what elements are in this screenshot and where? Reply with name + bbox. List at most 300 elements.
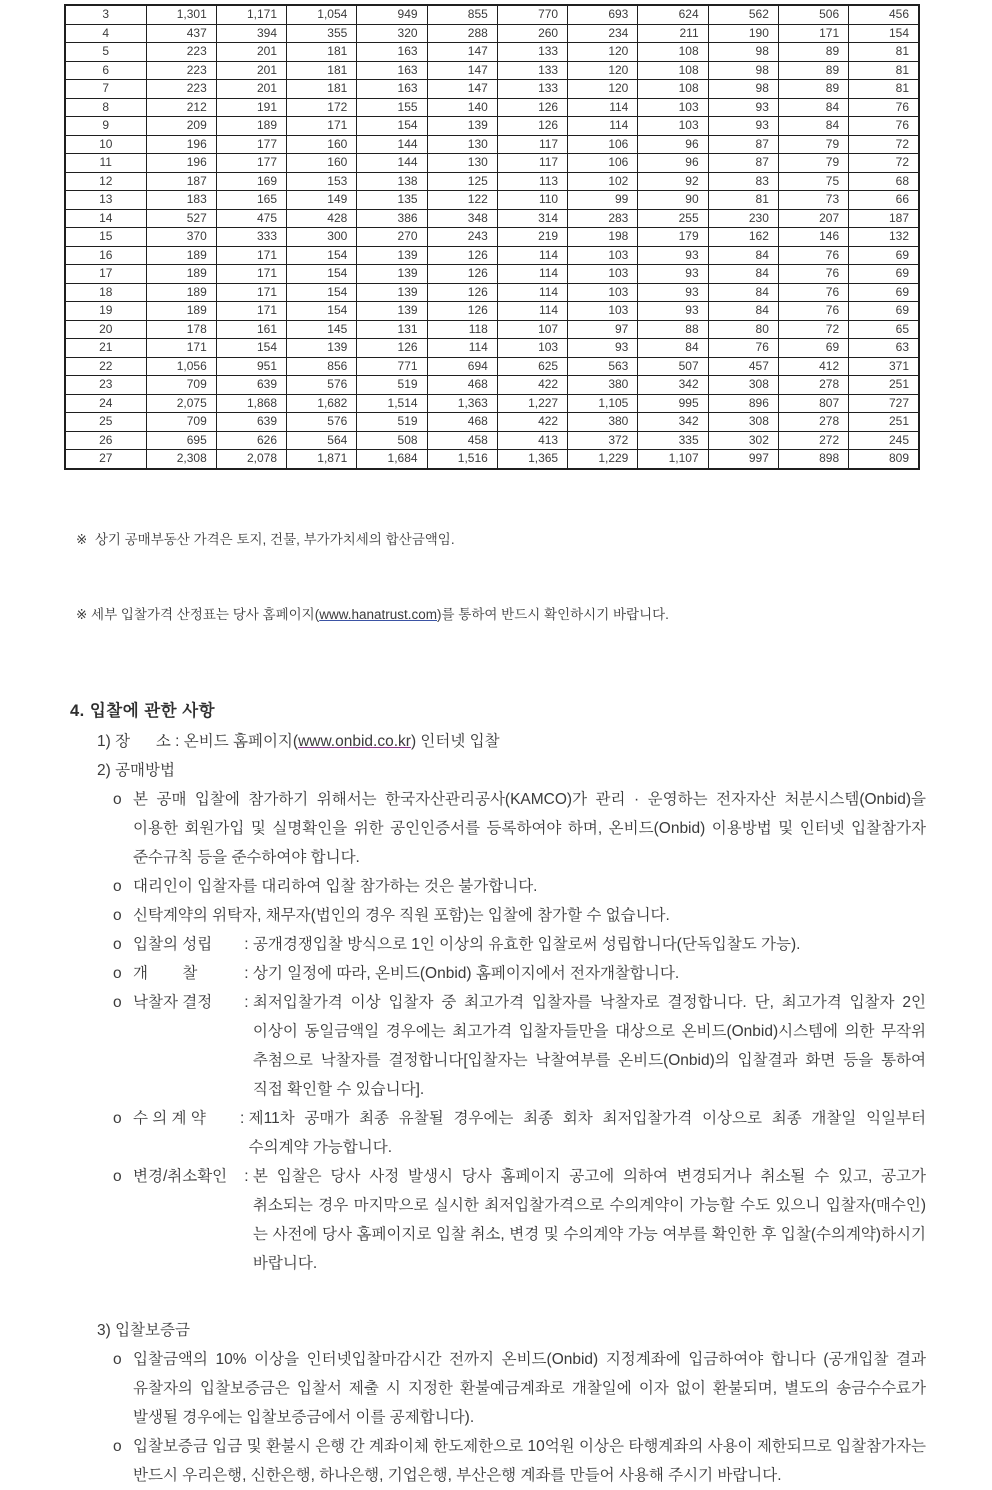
list-item <box>113 1345 926 1432</box>
price-cell: 177 <box>216 135 286 154</box>
price-cell: 133 <box>497 43 567 62</box>
price-cell: 144 <box>357 135 427 154</box>
price-cell: 163 <box>357 61 427 80</box>
price-cell: 89 <box>778 43 848 62</box>
price-cell: 1,107 <box>638 450 708 469</box>
row-number-cell: 23 <box>65 376 146 395</box>
price-cell: 163 <box>357 80 427 99</box>
price-cell: 413 <box>497 431 567 450</box>
table-row <box>65 265 919 284</box>
price-cell: 245 <box>849 431 919 450</box>
price-cell: 147 <box>427 61 497 80</box>
price-cell: 2,075 <box>146 394 216 413</box>
table-row <box>65 172 919 191</box>
price-cell: 380 <box>568 413 638 432</box>
hanatrust-link[interactable]: www.hanatrust.com <box>319 606 438 622</box>
price-cell: 212 <box>146 98 216 117</box>
bullet-text: 제11차 공매가 최종 유찰될 경우에는 최종 회차 최저입찰가격 이상으로 최종 개찰일 익일부터 수의계약 가능합니다. <box>248 1109 926 1156</box>
price-cell: 93 <box>568 339 638 358</box>
price-cell: 154 <box>849 24 919 43</box>
list-item <box>113 988 926 1104</box>
price-cell: 87 <box>708 154 778 173</box>
row-number-cell: 13 <box>65 191 146 210</box>
price-cell: 1,054 <box>287 5 357 24</box>
price-cell: 76 <box>778 302 848 321</box>
price-cell: 207 <box>778 209 848 228</box>
price-cell: 995 <box>638 394 708 413</box>
price-cell: 98 <box>708 43 778 62</box>
table-row <box>65 339 919 358</box>
row-number-cell: 11 <box>65 154 146 173</box>
row-number-cell: 7 <box>65 80 146 99</box>
table-row <box>65 283 919 302</box>
bullet-marker-icon: o <box>113 906 122 924</box>
price-cell: 76 <box>778 265 848 284</box>
row-number-cell: 10 <box>65 135 146 154</box>
price-cell: 126 <box>427 246 497 265</box>
price-cell: 308 <box>708 413 778 432</box>
price-cell: 230 <box>708 209 778 228</box>
price-cell: 171 <box>146 339 216 358</box>
price-cell: 106 <box>568 154 638 173</box>
price-cell: 1,229 <box>568 450 638 469</box>
price-cell: 135 <box>357 191 427 210</box>
price-cell: 1,105 <box>568 394 638 413</box>
price-cell: 93 <box>708 98 778 117</box>
price-cell: 106 <box>568 135 638 154</box>
bullet-marker-icon: o <box>113 993 122 1011</box>
price-cell: 139 <box>357 265 427 284</box>
price-cell: 83 <box>708 172 778 191</box>
price-cell: 187 <box>146 172 216 191</box>
price-cell: 2,308 <box>146 450 216 469</box>
price-cell: 76 <box>708 339 778 358</box>
price-cell: 149 <box>287 191 357 210</box>
price-cell: 624 <box>638 5 708 24</box>
price-cell: 468 <box>427 376 497 395</box>
price-cell: 160 <box>287 135 357 154</box>
onbid-link[interactable]: www.onbid.co.kr <box>298 732 411 750</box>
price-cell: 198 <box>568 228 638 247</box>
bullet-text: 입찰보증금 입금 및 환불시 은행 간 계좌이체 한도제한으로 10억원 이상은 타행계좌의 사용이 제한되므로 입찰참가자는 반드시 우리은행, 신한은행, 하나은행, 기업은행, 부산은행 계좌를 만들어 사용해 주시기 바랍니다. <box>133 1437 926 1484</box>
row-number-cell: 18 <box>65 283 146 302</box>
bullet-label: 개 찰 <box>133 964 198 982</box>
price-cell: 437 <box>146 24 216 43</box>
price-cell: 126 <box>427 302 497 321</box>
price-cell: 1,871 <box>287 450 357 469</box>
price-cell: 169 <box>216 172 286 191</box>
price-cell: 114 <box>497 302 567 321</box>
bullet-text: 본 공매 입찰에 참가하기 위해서는 한국자산관리공사(KAMCO)가 관리 · 운영하는 전자자산 처분시스템(Onbid)을 이용한 회원가입 및 실명확인을 위한 공인인증서를 등록하여야 하며, 온비드(Onbid) 이용방법 및 인터넷 입찰참가자 준수규칙 등을 준수하여야 합니다. <box>133 790 926 866</box>
price-cell: 103 <box>568 302 638 321</box>
price-cell: 126 <box>357 339 427 358</box>
price-cell: 179 <box>638 228 708 247</box>
item-bid-deposit: 3) 입찰보증금 <box>97 1321 190 1339</box>
price-cell: 251 <box>849 376 919 395</box>
price-cell: 96 <box>638 154 708 173</box>
price-cell: 255 <box>638 209 708 228</box>
price-cell: 278 <box>778 376 848 395</box>
price-cell: 122 <box>427 191 497 210</box>
section-bidding-info <box>64 697 926 1490</box>
price-cell: 422 <box>497 413 567 432</box>
price-cell: 103 <box>638 117 708 136</box>
table-row <box>65 394 919 413</box>
row-number-cell: 4 <box>65 24 146 43</box>
price-cell: 126 <box>427 283 497 302</box>
item-sale-method: 2) 공매방법 <box>97 761 175 779</box>
price-cell: 278 <box>778 413 848 432</box>
price-cell: 84 <box>708 265 778 284</box>
bullet-colon: : <box>240 1167 253 1185</box>
price-cell: 145 <box>287 320 357 339</box>
price-cell: 1,514 <box>357 394 427 413</box>
price-cell: 1,682 <box>287 394 357 413</box>
price-cell: 114 <box>568 98 638 117</box>
price-cell: 160 <box>287 154 357 173</box>
price-cell: 93 <box>708 117 778 136</box>
item-place <box>97 727 926 756</box>
price-cell: 99 <box>568 191 638 210</box>
price-cell: 81 <box>849 43 919 62</box>
row-number-cell: 26 <box>65 431 146 450</box>
price-cell: 190 <box>708 24 778 43</box>
price-cell: 807 <box>778 394 848 413</box>
price-cell: 639 <box>216 376 286 395</box>
price-cell: 191 <box>216 98 286 117</box>
price-cell: 506 <box>778 5 848 24</box>
table-row <box>65 5 919 24</box>
price-cell: 139 <box>357 283 427 302</box>
table-row <box>65 43 919 62</box>
price-cell: 625 <box>497 357 567 376</box>
table-notes <box>76 477 926 677</box>
table-row <box>65 191 919 210</box>
table-row <box>65 135 919 154</box>
price-cell: 181 <box>287 61 357 80</box>
price-cell: 154 <box>287 283 357 302</box>
table-row <box>65 61 919 80</box>
price-cell: 76 <box>778 246 848 265</box>
price-cell: 223 <box>146 61 216 80</box>
table-row <box>65 228 919 247</box>
row-number-cell: 24 <box>65 394 146 413</box>
item-place-pre: 1) 장 소 : 온비드 홈페이지( <box>97 732 299 750</box>
price-cell: 171 <box>287 117 357 136</box>
price-cell: 73 <box>778 191 848 210</box>
price-cell: 1,868 <box>216 394 286 413</box>
price-cell: 639 <box>216 413 286 432</box>
price-cell: 809 <box>849 450 919 469</box>
price-cell: 348 <box>427 209 497 228</box>
row-number-cell: 6 <box>65 61 146 80</box>
price-cell: 84 <box>778 98 848 117</box>
list-item <box>113 1432 926 1490</box>
price-cell: 88 <box>638 320 708 339</box>
price-cell: 93 <box>638 246 708 265</box>
price-cell: 133 <box>497 80 567 99</box>
price-cell: 75 <box>778 172 848 191</box>
bullet-text: 대리인이 입찰자를 대리하여 입찰 참가하는 것은 불가합니다. <box>133 877 538 895</box>
price-cell: 527 <box>146 209 216 228</box>
price-cell: 165 <box>216 191 286 210</box>
table-row <box>65 376 919 395</box>
price-cell: 709 <box>146 413 216 432</box>
price-cell: 422 <box>497 376 567 395</box>
price-cell: 171 <box>216 283 286 302</box>
price-cell: 68 <box>849 172 919 191</box>
price-cell: 154 <box>357 117 427 136</box>
price-cell: 302 <box>708 431 778 450</box>
note-price-sum: ※ 상기 공매부동산 가격은 토지, 건물, 부가가치세의 합산금액임. <box>76 531 455 547</box>
price-cell: 139 <box>287 339 357 358</box>
price-cell: 1,056 <box>146 357 216 376</box>
price-cell: 380 <box>568 376 638 395</box>
price-cell: 771 <box>357 357 427 376</box>
price-cell: 189 <box>146 265 216 284</box>
row-number-cell: 5 <box>65 43 146 62</box>
price-cell: 335 <box>638 431 708 450</box>
price-cell: 211 <box>638 24 708 43</box>
price-cell: 709 <box>146 376 216 395</box>
price-cell: 187 <box>849 209 919 228</box>
price-cell: 223 <box>146 43 216 62</box>
price-cell: 154 <box>287 302 357 321</box>
row-number-cell: 21 <box>65 339 146 358</box>
price-cell: 456 <box>849 5 919 24</box>
price-cell: 209 <box>146 117 216 136</box>
price-cell: 695 <box>146 431 216 450</box>
price-cell: 308 <box>708 376 778 395</box>
price-cell: 288 <box>427 24 497 43</box>
bullet-label: 입찰의 성립 <box>133 935 213 953</box>
price-cell: 154 <box>216 339 286 358</box>
price-cell: 475 <box>216 209 286 228</box>
price-cell: 162 <box>708 228 778 247</box>
row-number-cell: 15 <box>65 228 146 247</box>
price-cell: 114 <box>497 283 567 302</box>
list-item <box>113 1104 926 1162</box>
table-row <box>65 413 919 432</box>
price-cell: 1,516 <box>427 450 497 469</box>
price-cell: 314 <box>497 209 567 228</box>
price-cell: 949 <box>357 5 427 24</box>
price-cell: 84 <box>708 283 778 302</box>
price-cell: 84 <box>708 302 778 321</box>
item-place-post: ) 인터넷 입찰 <box>410 732 500 750</box>
price-cell: 125 <box>427 172 497 191</box>
price-cell: 898 <box>778 450 848 469</box>
row-number-cell: 12 <box>65 172 146 191</box>
price-cell: 855 <box>427 5 497 24</box>
price-cell: 66 <box>849 191 919 210</box>
table-row <box>65 450 919 469</box>
price-cell: 196 <box>146 135 216 154</box>
note-price-detail-post: )를 통하여 반드시 확인하시기 바랍니다. <box>437 606 669 622</box>
price-cell: 951 <box>216 357 286 376</box>
price-cell: 727 <box>849 394 919 413</box>
bullet-colon: : <box>240 935 253 953</box>
price-cell: 114 <box>497 246 567 265</box>
price-cell: 63 <box>849 339 919 358</box>
price-cell: 189 <box>146 302 216 321</box>
price-cell: 171 <box>216 265 286 284</box>
bullet-marker-icon: o <box>113 935 122 953</box>
bullet-text: 입찰금액의 10% 이상을 인터넷입찰마감시간 전까지 온비드(Onbid) 지정계좌에 입금하여야 합니다 (공개입찰 결과 유찰자의 입찰보증금은 입찰서 제출 시 지정한 환불예금계좌로 개찰일에 이자 없이 환불되며, 별도의 송금수수료가 발생될 경우에는 입찰보증금에서 이를 공제합니다). <box>133 1350 926 1426</box>
price-cell: 132 <box>849 228 919 247</box>
table-row <box>65 246 919 265</box>
price-cell: 177 <box>216 154 286 173</box>
price-cell: 72 <box>778 320 848 339</box>
price-cell: 394 <box>216 24 286 43</box>
price-cell: 103 <box>568 265 638 284</box>
bullet-text: 상기 일정에 따라, 온비드(Onbid) 홈페이지에서 전자개찰합니다. <box>252 964 680 982</box>
price-cell: 260 <box>497 24 567 43</box>
price-cell: 120 <box>568 43 638 62</box>
table-row <box>65 302 919 321</box>
price-cell: 76 <box>849 117 919 136</box>
price-cell: 183 <box>146 191 216 210</box>
price-cell: 372 <box>568 431 638 450</box>
price-cell: 102 <box>568 172 638 191</box>
price-cell: 223 <box>146 80 216 99</box>
price-cell: 81 <box>708 191 778 210</box>
price-cell: 144 <box>357 154 427 173</box>
price-cell: 458 <box>427 431 497 450</box>
price-cell: 412 <box>778 357 848 376</box>
price-cell: 139 <box>357 302 427 321</box>
price-cell: 428 <box>287 209 357 228</box>
price-cell: 103 <box>568 246 638 265</box>
price-cell: 507 <box>638 357 708 376</box>
price-cell: 189 <box>216 117 286 136</box>
price-cell: 72 <box>849 135 919 154</box>
price-cell: 97 <box>568 320 638 339</box>
bullet-text: 최저입찰가격 이상 입찰자 중 최고가격 입찰자를 낙찰자로 결정합니다. 단, 최고가격 입찰자 2인 이상이 동일금액일 경우에는 최고가격 입찰자들만을 대상으로 온비드(Onbid)시스템에 의한 무작위 추첨으로 낙찰자를 결정합니다[입찰자는 낙찰여부를 온비드(Onbid)의 입찰결과 화면 등을 통하여 직접 확인할 수 있습니다]. <box>252 993 926 1098</box>
list-item <box>113 901 926 930</box>
price-cell: 896 <box>708 394 778 413</box>
row-number-cell: 27 <box>65 450 146 469</box>
list-item <box>113 785 926 872</box>
price-cell: 519 <box>357 413 427 432</box>
table-row <box>65 431 919 450</box>
price-cell: 154 <box>287 265 357 284</box>
price-cell: 69 <box>849 265 919 284</box>
price-cell: 1,171 <box>216 5 286 24</box>
price-cell: 770 <box>497 5 567 24</box>
price-cell: 153 <box>287 172 357 191</box>
price-cell: 1,363 <box>427 394 497 413</box>
price-cell: 333 <box>216 228 286 247</box>
bullet-text: 신탁계약의 위탁자, 채무자(법인의 경우 직원 포함)는 입찰에 참가할 수 없습니다. <box>133 906 670 924</box>
bullet-marker-icon: o <box>113 1350 122 1368</box>
price-cell: 1,684 <box>357 450 427 469</box>
price-cell: 154 <box>287 246 357 265</box>
price-cell: 93 <box>638 283 708 302</box>
price-cell: 355 <box>287 24 357 43</box>
row-number-cell: 16 <box>65 246 146 265</box>
row-number-cell: 3 <box>65 5 146 24</box>
price-cell: 98 <box>708 61 778 80</box>
bullet-marker-icon: o <box>113 790 122 808</box>
price-cell: 2,078 <box>216 450 286 469</box>
price-cell: 243 <box>427 228 497 247</box>
price-cell: 386 <box>357 209 427 228</box>
price-cell: 69 <box>778 339 848 358</box>
bullet-label: 변경/취소확인 <box>133 1167 228 1185</box>
table-row <box>65 357 919 376</box>
price-cell: 201 <box>216 43 286 62</box>
price-cell: 65 <box>849 320 919 339</box>
table-row <box>65 98 919 117</box>
bullet-label: 낙찰자 결정 <box>133 993 213 1011</box>
price-cell: 283 <box>568 209 638 228</box>
note-price-detail <box>76 602 926 627</box>
price-cell: 114 <box>568 117 638 136</box>
price-cell: 457 <box>708 357 778 376</box>
price-cell: 69 <box>849 246 919 265</box>
price-cell: 508 <box>357 431 427 450</box>
price-cell: 370 <box>146 228 216 247</box>
price-cell: 320 <box>357 24 427 43</box>
price-cell: 92 <box>638 172 708 191</box>
price-cell: 81 <box>849 61 919 80</box>
price-cell: 103 <box>638 98 708 117</box>
table-row <box>65 24 919 43</box>
price-cell: 161 <box>216 320 286 339</box>
price-cell: 138 <box>357 172 427 191</box>
price-cell: 171 <box>216 302 286 321</box>
price-cell: 93 <box>638 302 708 321</box>
bullet-colon: : <box>240 993 253 1011</box>
price-cell: 201 <box>216 80 286 99</box>
price-cell: 84 <box>778 117 848 136</box>
row-number-cell: 20 <box>65 320 146 339</box>
price-cell: 126 <box>497 98 567 117</box>
price-cell: 107 <box>497 320 567 339</box>
price-table <box>64 4 920 470</box>
price-cell: 103 <box>497 339 567 358</box>
table-row <box>65 209 919 228</box>
price-cell: 189 <box>146 246 216 265</box>
price-cell: 147 <box>427 80 497 99</box>
price-cell: 189 <box>146 283 216 302</box>
price-cell: 140 <box>427 98 497 117</box>
list-item <box>113 959 926 988</box>
price-cell: 120 <box>568 80 638 99</box>
row-number-cell: 22 <box>65 357 146 376</box>
section-heading: 4. 입찰에 관한 사항 <box>70 701 216 720</box>
price-cell: 139 <box>357 246 427 265</box>
price-cell: 80 <box>708 320 778 339</box>
price-cell: 89 <box>778 80 848 99</box>
bullet-marker-icon: o <box>113 877 122 895</box>
price-cell: 130 <box>427 135 497 154</box>
bullet-text: 본 입찰은 당사 사정 발생시 당사 홈페이지 공고에 의하여 변경되거나 취소될 수 있고, 공고가 취소되는 경우 마지막으로 실시한 최저입찰가격으로 수의계약이 가능할 수도 있으니 입찰자(매수인)는 사전에 당사 홈페이지로 입찰 취소, 변경 및 수의계약 가능 여부를 확인한 후 입찰(수의계약)하시기 바랍니다. <box>252 1167 926 1272</box>
price-cell: 626 <box>216 431 286 450</box>
price-cell: 219 <box>497 228 567 247</box>
price-cell: 171 <box>216 246 286 265</box>
price-cell: 155 <box>357 98 427 117</box>
price-cell: 81 <box>849 80 919 99</box>
row-number-cell: 9 <box>65 117 146 136</box>
price-cell: 576 <box>287 376 357 395</box>
price-cell: 113 <box>497 172 567 191</box>
price-cell: 120 <box>568 61 638 80</box>
sale-method-bullet-list <box>113 785 926 1278</box>
price-cell: 118 <box>427 320 497 339</box>
price-cell: 564 <box>287 431 357 450</box>
